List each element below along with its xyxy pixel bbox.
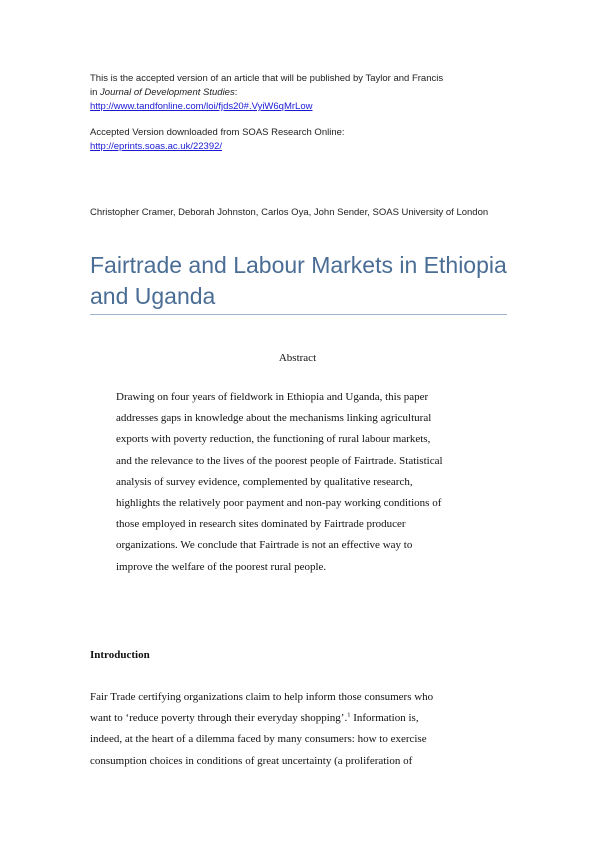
publication-notice (90, 72, 520, 154)
title-divider (90, 314, 507, 315)
notice-line-3: Accepted Version downloaded from SOAS Research Online: (90, 127, 345, 138)
abstract-line: organizations. We conclude that Fairtrade is not an effective way to (116, 539, 413, 552)
abstract-line: addresses gaps in knowledge about the mechanisms linking agricultural (116, 412, 432, 425)
introduction-text (90, 687, 510, 772)
abstract-line: analysis of survey evidence, complemented by qualitative research, (116, 475, 413, 488)
journal-name: Journal of Development Studies (100, 87, 235, 98)
journal-link[interactable]: http://www.tandfonline.com/loi/fjds20#.VyiW6qMrLow (90, 101, 313, 112)
body-line: consumption choices in conditions of great uncertainty (a proliferation of (90, 754, 413, 767)
body-line: Fair Trade certifying organizations claim to help inform those consumers who (90, 691, 434, 703)
repository-link[interactable]: http://eprints.soas.ac.uk/22392/ (90, 141, 223, 152)
body-line: indeed, at the heart of a dilemma faced by many consumers: how to exercise (90, 733, 427, 746)
abstract-line: highlights the relatively poor payment and non-pay working conditions of (116, 497, 442, 510)
body-line-segment: Information is, (350, 712, 419, 725)
abstract-line: improve the welfare of the poorest rural people. (116, 560, 327, 573)
abstract-line: those employed in research sites dominated by Fairtrade producer (116, 518, 406, 531)
abstract-heading: Abstract (278, 352, 317, 364)
body-line (90, 708, 510, 729)
introduction-heading: Introduction (90, 649, 150, 661)
notice-line-2 (90, 86, 520, 100)
paper-title: Fairtrade and Labour Markets in Ethiopia and Uganda (90, 252, 507, 309)
abstract-line: exports with poverty reduction, the functioning of rural labour markets, (116, 433, 431, 446)
notice-line-2-suffix: : (234, 87, 238, 98)
abstract-line: Drawing on four years of fieldwork in Ethiopia and Uganda, this paper (116, 391, 429, 403)
notice-line-1: This is the accepted version of an article that will be published by Taylor and Francis (90, 73, 444, 84)
author-list: Christopher Cramer, Deborah Johnston, Carlos Oya, John Sender, SOAS University of London (90, 207, 489, 218)
abstract-line: and the relevance to the lives of the poorest people of Fairtrade. Statistical (116, 454, 443, 467)
abstract-text (116, 387, 506, 578)
body-line-segment: want to ‘reduce poverty through their everyday shopping’. (90, 712, 348, 725)
footnote-marker[interactable]: 1 (347, 711, 351, 719)
notice-line-2-prefix: in (90, 87, 101, 98)
